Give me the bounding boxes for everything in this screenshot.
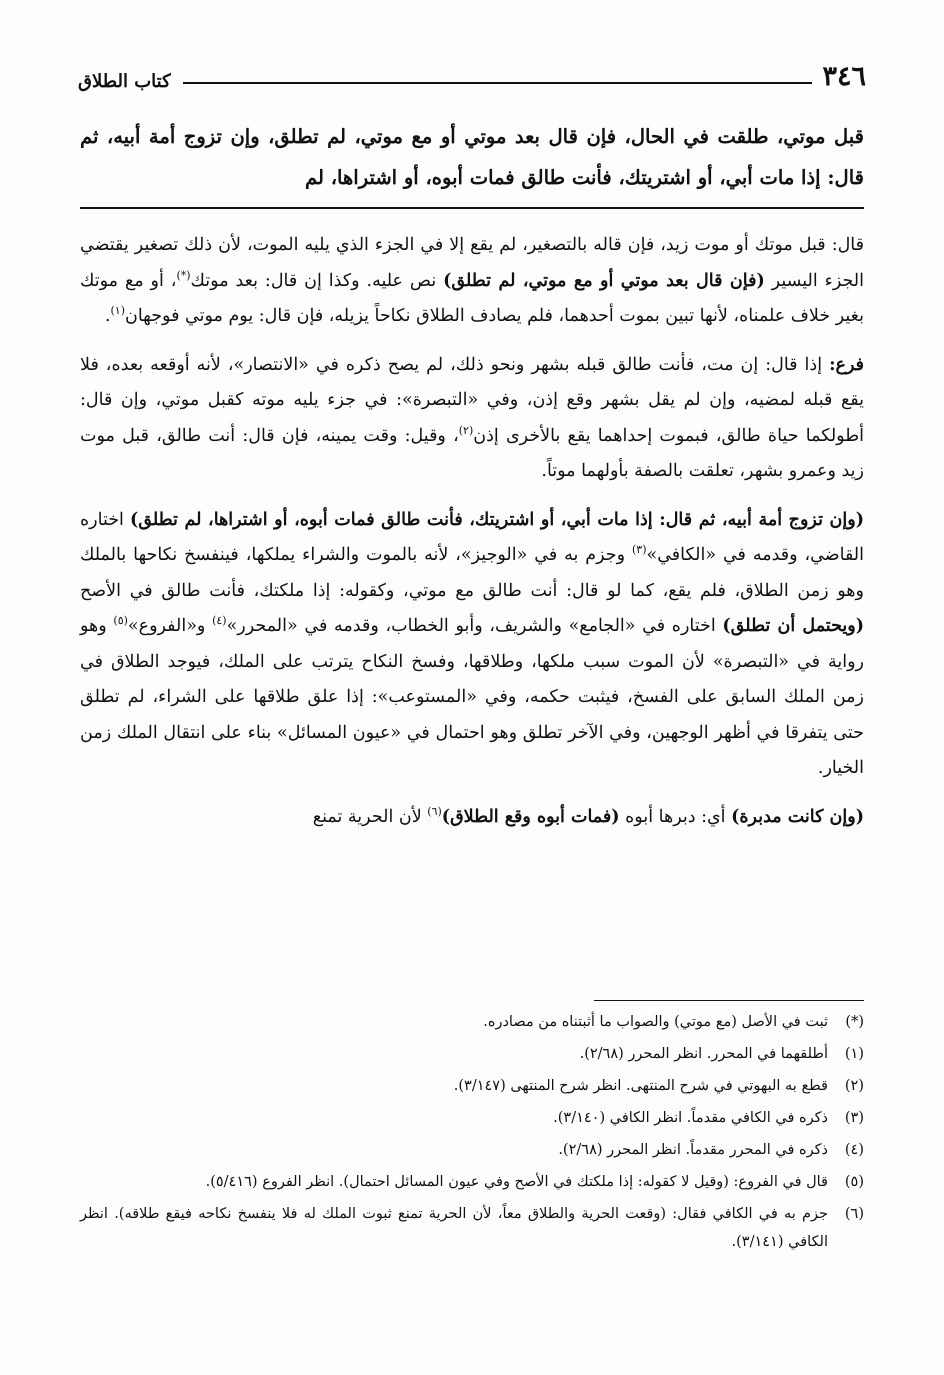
footnote-text: ثبت في الأصل (مع موتي) والصواب ما أثبتناه من مصادره. — [483, 1014, 828, 1030]
quoted-matn: (ويحتمل أن تطلق) — [722, 616, 864, 636]
page-header — [78, 58, 866, 92]
commentary-paragraph: فرع: إذا قال: إن مت، فأنت طالق قبله بشهر ونحو ذلك، لم يصح ذكره في «الانتصار»، لأنه أوقعه بعده، فلا يقع قبله لمضيه، وإن لم يقل بشهر وقع إذن، وفي «التبصرة»: في جزء يليه موته كقبل موتي، وإن قال: أطولكما حياة طالق، فبموت إحداهما يقع بالأخرى إذن$^{(٢)}$، وقيل: وقت يمينه، فإن قال: أنت طالق، قبل موت زيد وعمرو بشهر، تعلقت بالصفة بأولهما موتاً. — [80, 354, 865, 481]
footnote-text: قال في الفروع: (وقيل لا كقوله: إذا ملكتك في الأصح وفي عيون المسائل احتمال). انظر الفروع (٥/٤١٦). — [205, 1174, 828, 1190]
footnote-ref[interactable]: (٤) — [212, 614, 227, 628]
commentary-paragraph: قال: قبل موتك أو موت زيد، فإن قاله بالتصغير، لم يقع إلا في الجزء الذي يليه الموت، لأن ذلك تصغير يقتضي الجزء اليسير (فإن قال بعد موتي أو مع موتي، لم تطلق) نص عليه. وكذا إن قال: بعد موتك(*)، أو مع موتك بغير خلاف علمناه، لأنها تبين بموت أحدهما، فلم يصادف الطلاق نكاحاً يزيله، فإن قال: يوم موتي فوجهان$^{(١)}$. — [80, 235, 864, 326]
footnote — [80, 1072, 864, 1100]
footnote-ref[interactable]: (*) — [176, 268, 191, 282]
footnote-rule — [594, 1000, 864, 1001]
quoted-matn: (وإن كانت مدبرة) — [731, 806, 864, 827]
footnote-number: (*) — [845, 1014, 864, 1030]
footnote — [80, 1040, 864, 1068]
footnote-ref[interactable]: (٣) — [631, 543, 647, 557]
matn-divider — [80, 207, 864, 209]
footnote-number: (٦) — [844, 1206, 864, 1222]
footnote — [80, 1008, 864, 1036]
branch-label: فرع: — [829, 354, 864, 375]
page-number: ٣٤٦ — [822, 61, 866, 92]
footnote-number: (٣) — [844, 1110, 864, 1126]
footnote-text: ذكره في الكافي مقدماً. انظر الكافي (٣/١٤٠). — [553, 1110, 828, 1126]
footnote-ref[interactable]: (١) — [110, 304, 125, 318]
footnote-text: أطلقهما في المحرر. انظر المحرر (٢/٦٨). — [579, 1046, 828, 1062]
header-rule — [183, 82, 813, 84]
footnote — [80, 1168, 864, 1196]
footnotes — [80, 1008, 864, 1260]
footnote-number: (١) — [844, 1046, 864, 1062]
footnote-ref[interactable]: (٥) — [113, 614, 128, 628]
quoted-matn: (فمات أبوه وقع الطلاق) — [441, 806, 620, 827]
footnote — [80, 1136, 864, 1164]
footnote-number: (٤) — [844, 1142, 864, 1158]
footnote — [80, 1200, 864, 1256]
commentary-paragraph: (وإن كانت مدبرة) أي: دبرها أبوه (فمات أبوه وقع الطلاق)$^{(٦)}$ لأن الحرية تمنع — [312, 804, 864, 827]
book-title: كتاب الطلاق — [78, 71, 171, 92]
quoted-matn: (وإن تزوج أمة أبيه، ثم قال: إذا مات أبي، أو اشتريتك، فأنت طالق فمات أبوه، أو اشتراها، لم تطلق) — [129, 509, 864, 530]
footnote-ref[interactable]: (٦) — [427, 804, 442, 818]
commentary — [80, 228, 864, 848]
footnote-number: (٢) — [844, 1078, 864, 1094]
footnote-number: (٥) — [844, 1174, 864, 1190]
footnote — [80, 1104, 864, 1132]
commentary-paragraph: (وإن تزوج أمة أبيه، ثم قال: إذا مات أبي، أو اشتريتك، فأنت طالق فمات أبوه، أو اشتراها، لم تطلق) اختاره القاضي، وقدمه في «الكافي»$^{(٣)}$ وجزم به في «الوجيز»، لأنه بالموت والشراء يملكها، فينفسخ نكاحها بالملك وهو زمن الطلاق، فلم يقع، كما لو قال: أنت طالق مع موتي، وكقوله: إذا ملكتك، فأنت طالق في الأصح (ويحتمل أن تطلق) اختاره في «الجامع» والشريف، وأبو الخطاب، وقدمه في «المحرر»$^{(٤)}$ و«الفروع»$^{(٥)}$ وهو رواية في «التبصرة» لأن الموت سبب ملكها، وطلاقها، وفسخ النكاح يترتب على الملك، فيوجد الطلاق في زمن الملك السابق على الفسخ، فيثبت حكمه، وفي «المستوعب»: إذا علق طلاقها على الشراء، لم تطلق حتى يتفرقا في أظهر الوجهين، وفي الآخر تطلق وهو احتمال في «عيون المسائل» بناء على انتقال الملك زمن الخيار. — [80, 509, 864, 778]
matn-text: قبل موتي، طلقت في الحال، فإن قال بعد موتي أو مع موتي، لم تطلق، وإن تزوج أمة أبيه، ثم قال: إذا مات أبي، أو اشتريتك، فأنت طالق فمات أبوه، أو اشتراها، لم — [80, 125, 864, 189]
quoted-matn: (فإن قال بعد موتي أو مع موتي، لم تطلق) — [443, 270, 765, 291]
footnote-ref[interactable]: (٢) — [458, 423, 474, 437]
footnote-text: ذكره في المحرر مقدماً. انظر المحرر (٢/٦٨). — [558, 1142, 828, 1158]
footnote-text: جزم به في الكافي فقال: (وقعت الحرية والطلاق معاً، لأن الحرية تمنع ثبوت الملك له فلا ينفسخ نكاحه فيقع طلاقه). انظر الكافي (٣/١٤١). — [80, 1206, 828, 1250]
footnote-text: قطع به البهوتي في شرح المنتهى. انظر شرح المنتهى (٣/١٤٧). — [453, 1078, 828, 1094]
